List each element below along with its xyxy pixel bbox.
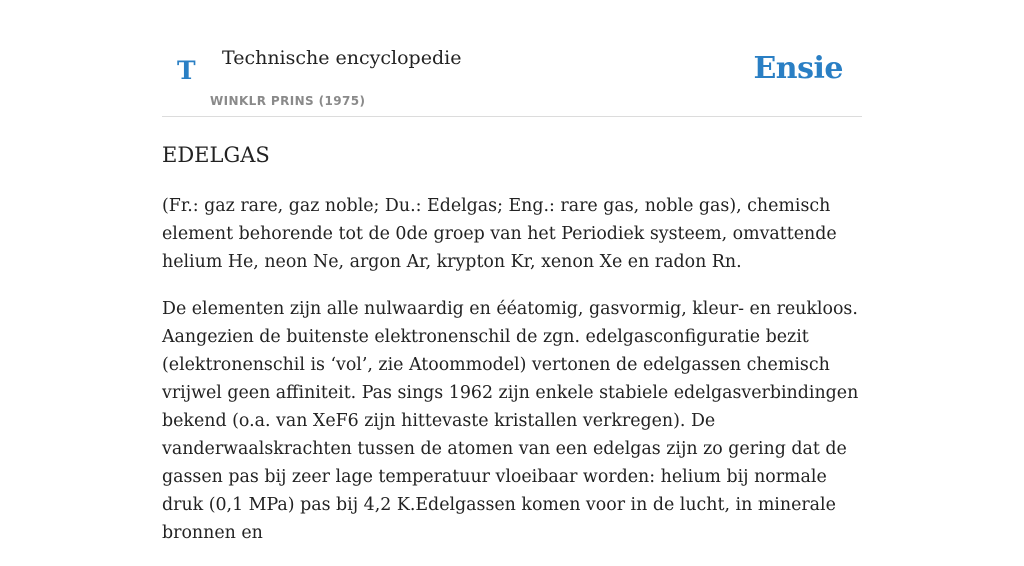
- entry-paragraph-definition: (Fr.: gaz rare, gaz noble; Du.: Edelgas; Eng.: rare gas, noble gas), chemisch element behorende tot de 0de groep van het Periodiek systeem, omvattende helium He, neon Ne, argon Ar, krypton Kr, xenon Xe en radon Rn.: [162, 196, 837, 272]
- encyclopedia-title-link[interactable]: Technische encyclopedie: [222, 47, 462, 69]
- source-label: WINKLR PRINS (1975): [210, 94, 366, 108]
- encyclopedia-logo-icon[interactable]: T: [177, 56, 196, 85]
- entry-paragraph-properties: De elementen zijn alle nulwaardig en ééatomig, gasvormig, kleur- en reukloos. Aangezien de buitenste elektronenschil de zgn. edelgasconfiguratie bezit (elektronenschil is ‘vol’, zie Atoommodel) vertonen de edelgassen chemisch vrijwel geen affiniteit. Pas sings 1962 zijn enkele stabiele edelgasverbindingen bekend (o.a. van XeF6 zijn hittevaste kristallen verkregen). De vanderwaalskrachten tussen de atomen van een edelgas zijn zo gering dat de gassen pas bij zeer lage temperatuur vloeibaar worden: helium bij normale druk (0,1 MPa) pas bij 4,2 K.Edelgassen komen voor in de lucht, in minerale bronnen en: [162, 299, 859, 543]
- site-header: [162, 0, 862, 117]
- ensie-brand-logo[interactable]: Ensie: [753, 51, 843, 86]
- entry-content: [162, 192, 864, 566]
- entry-title: EDELGAS: [162, 143, 270, 167]
